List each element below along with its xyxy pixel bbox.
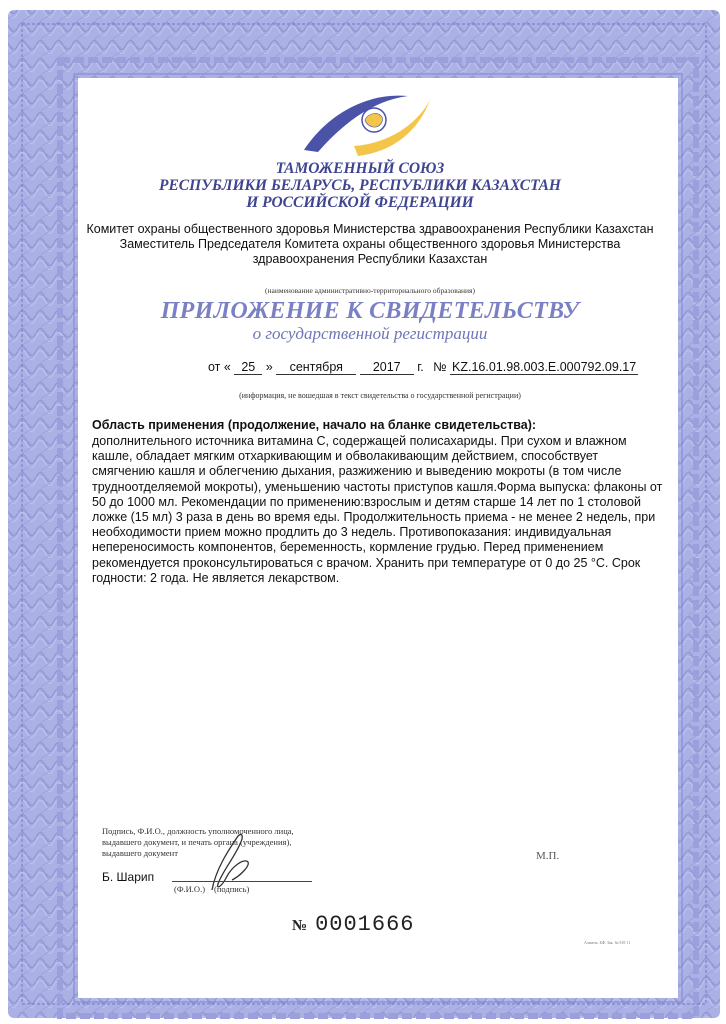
date-from: от « — [208, 360, 231, 374]
body-line: ложке (15 мл) 3 раза в день во время еды. Продолжительность приема - не менее 2 недель, при — [92, 510, 656, 525]
authority-caption: (наименование административно-территориального образования) — [264, 286, 475, 295]
body-line: трудноотделяемой мокроты), уменьшению частоты приступов кашля.Форма выпуска: флаконы от — [92, 479, 663, 494]
printer-mark: Алматы, БФ. Зак. № 918 11 — [584, 940, 631, 945]
page-subtitle: о государственной регистрации — [252, 324, 488, 343]
stamp-place: М.П. — [536, 850, 560, 862]
body-line: годности: 2 года. Не является лекарством. — [92, 570, 340, 585]
date-month: сентября — [276, 360, 356, 375]
authority-line-3: здравоохранения Республики Казахстан — [252, 252, 488, 266]
signature-caption-line: Подпись, Ф.И.О., должность уполномоченного лица, — [102, 826, 294, 836]
body-line: кашле, обладает мягким отхаркивающим и обволакивающим действием, способствует — [92, 449, 599, 464]
union-line-1: ТАМОЖЕННЫЙ СОЮЗ — [275, 160, 445, 177]
signature-caption-line: выдавшего документ — [102, 848, 178, 858]
union-line-2: РЕСПУБЛИКИ БЕЛАРУСЬ, РЕСПУБЛИКИ КАЗАХСТАН — [158, 177, 561, 194]
page-title: ПРИЛОЖЕНИЕ К СВИДЕТЕЛЬСТВУ — [160, 298, 580, 324]
customs-union-logo — [296, 86, 446, 156]
union-line-3: И РОССИЙСКОЙ ФЕДЕРАЦИИ — [246, 194, 474, 211]
signatory-name: Б. Шарип — [102, 870, 155, 884]
body-line: необходимости прием можно продлить до 3 недель. Противопоказания: индивидуальная — [92, 525, 612, 540]
body-title: Область применения (продолжение, начало на бланке свидетельства): — [92, 418, 537, 432]
date-close-quote: » — [265, 360, 273, 374]
authority-line-2: Заместитель Председателя Комитета охраны общественного здоровья Министерства — [119, 237, 621, 251]
body-line: рекомендуется проконсультироваться с врачом. Хранить при температуре от 0 до 25 °С. Срок — [92, 555, 641, 570]
body-line: 50 до 1000 мл. Рекомендации по применению:взрослым и детям старше 14 лет по 1 столовой — [92, 494, 641, 509]
body-line: непереносимость компонентов, беременность, кормление грудью. Перед применением — [92, 540, 604, 555]
body-line: смягчению кашля и облегчению дыхания, разжижению и выведению мокроты (в том числе — [92, 464, 622, 479]
name-caption: (Ф.И.О.) — [174, 884, 206, 894]
date-line-caption: (информация, не вошедшая в текст свидетельства о государственной регистрации) — [239, 391, 521, 400]
signature-caption-line: выдавшего документ, и печать органа (учреждения), — [102, 837, 292, 847]
number-sign: № — [433, 360, 447, 374]
body-text — [92, 434, 684, 586]
sign-caption: (подпись) — [214, 884, 250, 894]
authority-line-1: Комитет охраны общественного здоровья Министерства здравоохранения Республики Казахстан — [86, 222, 654, 236]
body-line: дополнительного источника витамина С, содержащей полисахариды. При сухом и влажном — [92, 434, 627, 448]
blank-number — [292, 912, 415, 937]
registration-number: KZ.16.01.98.003.E.000792.09.17 — [452, 360, 637, 374]
date-year-suffix: г. — [417, 360, 424, 374]
blank-number-value: 0001666 — [315, 912, 415, 937]
signature-line — [172, 881, 312, 882]
blank-number-sign: № — [292, 918, 308, 934]
date-day: 25 — [234, 360, 262, 375]
date-year: 2017 — [360, 360, 414, 375]
date-line — [208, 360, 638, 375]
